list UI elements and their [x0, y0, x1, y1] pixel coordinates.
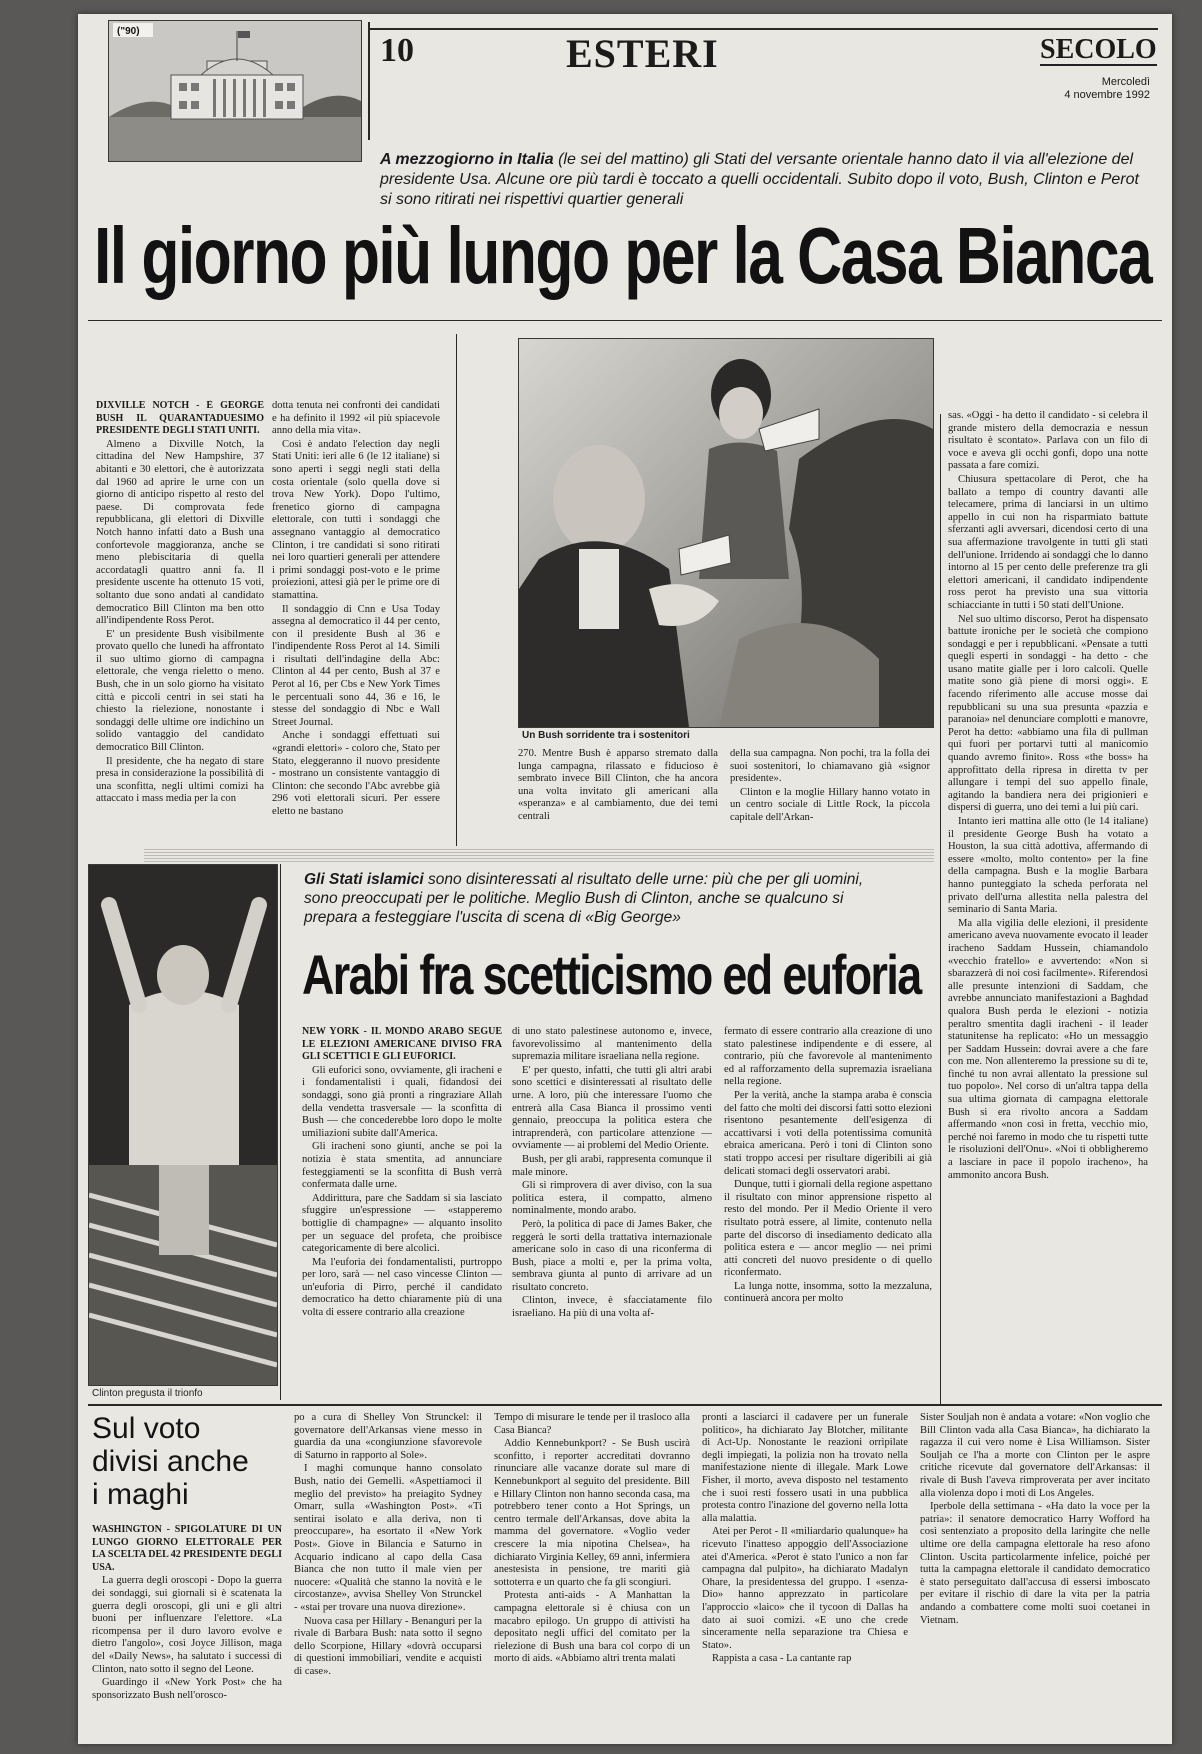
- paragraph: Sister Souljah non è andata a votare: «Non voglio che Bill Clinton vada alla Casa Bianca», ha dichiarato la ragazza il cui vero nome è Lisa Williamson. Sister Souljah ce l'ha a morte con Clinton per le aspre critiche ricevute dal governatore dell'Arkansas: il rivale di Bush l'aveva rimproverata per aver incitato alla violenza dopo i moti di Los Angeles.: [920, 1412, 1150, 1499]
- top-story-deck: [380, 150, 1150, 210]
- paragraph: fermato di essere contrario alla creazione di uno stato palestinese indipendente e di essere, al contrario, più che favorevole al mantenimento ed al rafforzamento della supremazia israeliana nella regione.: [724, 1026, 932, 1088]
- column-divider: [940, 414, 941, 1404]
- paragraph: Ma l'euforia dei fondamentalisti, purtroppo per loro, sarà — nel caso vincesse Clinton — un'euforia di Pirro, perché il candidato democratico ha detto chiaramente più di una volta di essere contrario alla creazione: [302, 1256, 502, 1319]
- white-house-photo: [108, 20, 362, 162]
- paragraph: Intanto ieri mattina alle otto (le 14 italiane) il presidente George Bush ha votato a Houston, la sua città adottiva, affermando di essere «molto, molto contento» per la fine della campagna. Bush e la moglie Barbara hanno punteggiato la scheda perforata nel privato dell'urna allestita nella palestra del seminario di Santa Maria.: [948, 816, 1148, 916]
- paragraph: della sua campagna. Non pochi, tra la folla dei suoi sostenitori, lo chiamavano già «signor presidente».: [730, 748, 930, 785]
- paragraph: Però, la politica di pace di James Baker, che reggerà le sorti della trattativa internazionale americane solo in caso di una riconferma di Bush, piace a molti e, per la prima volta, sembrava giunta al punto di arrivare ad un risultato concreto.: [512, 1218, 712, 1293]
- paragraph: Il sondaggio di Cnn e Usa Today assegna al democratico il 44 per cento, con il presidente Bush al 36 e l'indipendente Ross Perot al 14. Simili i risultati dell'indagine della Abc: Clinton al 44 per cento, Bush al 37 e Perot al 16, per Cbs e New York Times le percentuali sono 44, 36 e 16, le stesse del sondaggio di Nbc e Wall Street Journal.: [272, 603, 440, 728]
- arab-story-headline: Arabi fra scetticismo ed euforia: [302, 943, 921, 1006]
- newspaper-page: [78, 14, 1172, 1744]
- paragraph: Anche i sondaggi effettuati sui «grandi elettori» - coloro che, Stato per Stato, eleggeranno il nuovo presidente - mostrano un consistente vantaggio di Clinton: che secondo l'Abc avrebbe già 296 voti elettorali sicuri. Per essere eletto ne bastano: [272, 730, 440, 817]
- paragraph: dotta tenuta nei confronti dei candidati e ha definito il 1992 «il più spiacevole anno della mia vita».: [272, 400, 440, 437]
- section-separator-band: [144, 848, 934, 862]
- paragraph: Clinton e la moglie Hillary hanno votato in un centro sociale di Little Rock, la piccola capitale dell'Arkan-: [730, 786, 930, 823]
- magi-story-column-1: [92, 1524, 282, 1734]
- headline-line: i maghi: [92, 1478, 189, 1511]
- arab-story-column-3: [724, 1026, 932, 1396]
- masthead-top-rule: [368, 28, 1158, 30]
- magi-story-column-4: [702, 1412, 908, 1734]
- column-divider: [456, 334, 457, 846]
- top-story-headline: Il giorno più lungo per la Casa Bianca: [94, 211, 1152, 300]
- paragraph: Dunque, tutti i giornali della regione aspettano il risultato con minor apprensione rispetto al resto del mondo. Per il Medio Oriente il vero risultato potrà essere, al limite, contenuto nella parte del discorso di insediamento dedicato alla politica estera e — ancor meglio — nei primi atti concreti del nuovo presidente o di quello riconfermato.: [724, 1179, 932, 1279]
- paragraph: Gli euforici sono, ovviamente, gli iracheni e i fondamentalisti i quali, fidandosi dei sondaggi, sono già pronti a ringraziare Allah della vendetta trasversale — la sconfitta di Bush — che concederebbe loro dopo le molte umiliazioni subite dall'America.: [302, 1064, 502, 1139]
- paragraph: Rappista a casa - La cantante rap: [712, 1653, 852, 1665]
- deck-rest: (le sei del mattino) gli Stati del versante orientale hanno dato il via all'elezione del presidente Usa. Alcune ore più tardi è toccato a quelli occidentali. Subito dopo il voto, Bush, Clinton e Perot si sono ritirati nei rispettivi quartier generali: [380, 151, 1139, 208]
- top-story-dateline: DIXVILLE NOTCH - È GEORGE BUSH IL QUARANTADUESIMO PRESIDENTE DEGLI STATI UNITI.: [96, 400, 264, 437]
- deck-rest: sono disinteressati al risultato delle urne: più che per gli uomini, sono preoccupati per le politiche. Meglio Bush di Clinton, anche se qualcuno si prepara a festeggiare l'uscita di scena di «Big George»: [304, 871, 864, 926]
- top-story-column-3: [518, 748, 718, 846]
- paragraph: Iperbole della settimana - «Ha dato la voce per la patria»: il senatore democratico Harry Wofford ha così sentenziato a proposito della laringite che nelle ultime ore della campagna elettorale ha reso afono Clinton. Uscita particolarmente infelice, poiché per tutta la campagna elettorale il candidato democratico è stato perseguitato dall'accusa di essersi imboscato per evitare il rischio di dare la vita per la patria andando a combattere come molti suoi coetanei in Vietnam.: [920, 1501, 1150, 1626]
- arab-story-deck: [304, 870, 864, 927]
- paragraph: Atei per Perot - Il «miliardario qualunque» ha ricevuto l'inatteso appoggio dell'Associazione atei d'America. «Perot è stato l'unico a non far campagna dal pulpito», ha dichiarato Madalyn Ohare, la presidentessa del gruppo. I «senza-Dio» hanno apprezzato in particolare l'approccio «laico» che il tycoon di Dallas ha dato ai suoi comizi. «E uno che crede sinceramente nella separazione tra Chiesa e Stato».: [702, 1526, 908, 1651]
- arab-story-dateline: NEW YORK - IL MONDO ARABO SEGUE LE ELEZIONI AMERICANE DIVISO FRA GLI SCETTICI E GLI EUFORICI.: [302, 1026, 502, 1063]
- deck-lead: A mezzogiorno in Italia: [380, 151, 554, 168]
- paragraph: E' per questo, infatti, che tutti gli altri arabi sono scettici e disinteressati al risultato delle urne. A loro, più che interessare l'uomo che entrerà alla Casa Bianca il prossimo venti gennaio, preoccupa la politica estera che intraprenderà, con particolare attenzione — ovviamente — ai problemi del Medio Oriente.: [512, 1064, 712, 1152]
- paragraph: Chiusura spettacolare di Perot, che ha ballato a tempo di country davanti alle telecamere, prima di lanciarsi in un ultimo appello in cui non ha risparmiato battute sferzanti agli avversari, dicendosi certo di una sua affermazione travolgente in tutti gli stati dell'unione. Irridendo ai sondaggi che lo danno intorno al 15 per cento delle preferenze tra gli elettori americani, il candidato indipendente ross perot ha previsto una sua vittoria schiacciante in tutti i 50 stati dell'Unione.: [948, 473, 1148, 611]
- paragraph: Clinton, invece, è sfacciatamente filo israeliano. Ha più di una volta af-: [512, 1295, 712, 1320]
- paragraph: La guerra degli oroscopi - Dopo la guerra dei sondaggi, sui giornali si è scatenata la guerra degli oroscopi, gli uni e gli altri buoni per influenzare l'elettore. «La ricompensa per il duro lavoro evolve e dietro l'angolo», così Joyce Jillison, maga del «Daily News», ha salutato i successi di Clinton, nato sotto il segno del Leone.: [92, 1575, 282, 1675]
- arab-story-column-1: [302, 1026, 502, 1396]
- paragraph: pronti a lasciarci il cadavere per un funerale politico», ha dichiarato Jay Blotcher, militante di Act-Up. Nonostante le reazioni orripilate degli impiegati, la polizia non ha trovato nella manifestazione niente di illegale. Mark Lowe Fisher, il morto, aveva disposto nel testamento che i suoi resti fossero usati in una pubblica protesta contro l'inazione del governo nella lotta alla malattia.: [702, 1412, 908, 1524]
- headline-line: Sul voto: [92, 1412, 201, 1445]
- section-title: ESTERI: [566, 31, 719, 76]
- masthead-weekday: Mercoledì: [1101, 76, 1150, 88]
- masthead-divider: [368, 22, 370, 140]
- top-story-column-1: [96, 400, 264, 850]
- paragraph: Guardingo il «New York Post» che ha sponsorizzato Bush nell'orosco-: [92, 1677, 282, 1701]
- page-number: 10: [380, 32, 414, 69]
- paragraph: Tempo di misurare le tende per il trasloco alla Casa Bianca?: [494, 1412, 690, 1436]
- clinton-celebrating-photo: [88, 864, 278, 1386]
- magi-story-headline: [92, 1412, 282, 1511]
- paragraph: di uno stato palestinese autonomo e, invece, favorevolissimo al mantenimento della supremazia militare israeliana nella regione.: [512, 1026, 712, 1063]
- paragraph: Per la verità, anche la stampa araba è conscia del fatto che molti dei discorsi fatti sotto elezioni risentono pesantemente dell'esigenza di accattivarsi i voti della potentissima comunità ebraica americana. Però i toni di Clinton sono stati troppo accesi per risultare digeribili ai già delicati stomaci degli osservatori arabi.: [724, 1089, 932, 1177]
- magi-story-column-2: [294, 1412, 482, 1734]
- deck-lead: Gli Stati islamici: [304, 871, 424, 888]
- paragraph: Nuova casa per Hillary - Benanguri per la rivale di Barbara Bush: nata sotto il segno dello Scorpione, Hillary «dovrà occuparsi di questioni immobiliari, vendite e acquisti di case».: [294, 1615, 482, 1677]
- svg-text:("90): ("90): [117, 26, 140, 37]
- paragraph: 270. Mentre Bush è apparso stremato dalla lunga campagna, rilassato e fiducioso è sembrato invece Bill Clinton, che ha ancora una volta invitato gli americani alla «speranza» e al cambiamento, due dei temi centrali: [518, 748, 718, 822]
- magi-story-column-5: [920, 1412, 1150, 1734]
- paragraph: Ma alla vigilia delle elezioni, il presidente americano aveva nuovamente evocato il leader iracheno Saddam Hussein, chiamandolo «vecchio fratello» e avvertendo: «Non si sbarazzerà di noi così facilmente». Riferendosi alle presunte intenzioni di Saddam, che avrebbe annunciato manifestazioni a Baghdad qualora Bush perda le elezioni - notizia peraltro smentita dagli iracheni - il leader statunitense ha replicato: «Ho un messaggio per Saddam Hussein: dovrai avere a che fare con me. Non allenteremo la pressione su di te, finché tu non avrai allentato la pressione sul tuo popolo». Nel corso di un'altra tappa della sua ultima giornata di campagna elettorale Bush si era rivolto ancora a Saddam affermando «non così in fretta, vecchio mio, perché noi faremo in modo che tu rispetti tutte le risoluzioni dell'Onu». «Noi ti obbligheremo a lasciare in pace il popolo iracheno», ha ammonito ancora Bush.: [948, 917, 1148, 1181]
- paragraph: Gli si rimprovera di aver diviso, con la sua politica estera, il compatto, almeno nominalmente, mondo arabo.: [512, 1180, 712, 1217]
- paragraph: Almeno a Dixville Notch, la cittadina del New Hampshire, 37 abitanti e 30 elettori, che è autorizzata dal 1960 ad aprire le urne con un giorno di anticipo rispetto al resto del paese. Di comprovata fede repubblicana, gli elettori di Dixville Notch hanno infatti dato a Bush una confortevole maggioranza, anche se meno plebiscitaria di quella accordatagli quattro anni fa. Il presidente uscente ha ottenuto 15 voti, soltanto due sono andati al candidato democratico Bill Clinton ma ben otto all'indipendente Ross Perot.: [96, 438, 264, 627]
- masthead-date: 4 novembre 1992: [1064, 89, 1150, 101]
- magi-story-column-3: [494, 1412, 690, 1734]
- paper-name: SECOLO: [1040, 34, 1157, 65]
- bush-supporters-photo: [518, 338, 934, 728]
- top-story-rule: [88, 320, 1162, 321]
- paragraph: Così è andato l'election day negli Stati Uniti: ieri alle 6 (le 12 italiane) si sono aperti i seggi negli stati della costa orientale (solo quella dove si trova New York). Dopo l'ultimo, frenetico giorno di campagna elettorale, con tutti i sondaggi che assegnano vantaggio al democratico Clinton, i tre candidati si sono ritirati nei loro quartieri generali per attendere i primi sondaggi post-voto e le prime proiezioni, attesi già per le prime ore di stamattina.: [272, 438, 440, 601]
- magi-story-dateline: WASHINGTON - SPIGOLATURE DI UN LUNGO GIORNO ELETTORALE PER LA SCELTA DEL 42 PRESIDENTE DEGLI USA.: [92, 1524, 282, 1573]
- paragraph: I maghi comunque hanno consolato Bush, natio dei Gemelli. «Aspettiamoci il meglio del previsto» ha preiagito Sydney Omarr, sulla «Washington Post». «Ti sentirai isolato e alla deriva, non ti preoccupare», ha esortato il «New York Post». Giove in Bilancia e Saturno in Acquario indicano al capo della Casa Bianca che non tutto il male vien per nuocere: «Qualità che stanno la novità e le circostanze», avvisa Shelley Von Strunckel - «stai per trovare una nuova direzione».: [294, 1463, 482, 1613]
- paragraph: po a cura di Shelley Von Strunckel: il governatore dell'Arkansas viene messo in guardia da una «congiunzione sfavorevole di Saturno in rapporto al Sole».: [294, 1412, 482, 1461]
- paragraph: sas. «Oggi - ha detto il candidato - si celebra il grande mistero della democrazia e nessun risultato è scontato». Parlava con un filo di voce e aveva gli occhi gonfi, dopo una notte passata a fare comizi.: [948, 410, 1148, 472]
- top-story-column-4: [730, 748, 930, 846]
- column-divider: [280, 864, 281, 1400]
- paragraph: Bush, per gli arabi, rappresenta comunque il male minore.: [512, 1153, 712, 1178]
- paragraph: Addirittura, pare che Saddam si sia lasciato sfuggire un'espressione — «stapperemo bottiglie di champagne» — alquanto insolito per un seguace del profeta, che proibisce categoricamente di bere alcolici.: [302, 1192, 502, 1255]
- paragraph: E' un presidente Bush visibilmente provato quello che lunedì ha affrontato il suo ultimo giorno di campagna elettorale, che venga rieletto o meno. Bush, che in un solo giorno ha visitato città e piccoli centri in sei stati ha chiesto la rielezione, nonostante i sondaggi delle ultime ore indichino un solido vantaggio del candidato democratico Bill Clinton.: [96, 628, 264, 754]
- paragraph: Nel suo ultimo discorso, Perot ha dispensato battute ironiche per le società che compiono sondaggi e per i repubblicani. «Pensate a tutti quegli esperti in sondaggi - ha detto - che usano matite gialle per i loro calcoli. Quelle matite sono già piene di morsi oggi». E facendo riferimento alle accuse mosse dai repubblicani su una sua presunta «pazzia e paranoia» nel denunciare complotti e manovre, Perot ha detto: «abbiamo una fila di pullman qui fuori per portarvi tutti al manicomio quando avremo finito». Ross «the boss» ha approfittato della ripresa in diretta tv per allungare i tempi del suo appello finale, agitando la bandiera nera dei prigionieri e dispersi di guerra, uno dei temi a lui più cari.: [948, 613, 1148, 814]
- paragraph: La lunga notte, insomma, sotto la mezzaluna, continuerà ancora per molto: [724, 1280, 932, 1305]
- top-story-column-5: [948, 410, 1148, 1400]
- paragraph: Addio Kennebunkport? - Se Bush uscirà sconfitto, i reporter accreditati dovranno rinunciare alle vacanze dorate sul mare di Kennebunkport al seguito del presidente. Bill e Hillary Clinton non hanno seconda casa, ma potrebbero tener conto a Hot Springs, un centro termale dell'Arkansas, dove abita la mamma del governatore. «Voglio veder crescere la mia nipotina Chelsea», ha dichiarato Virginia Kelley, 69 anni, infermiera anestesista in pensione, tre mariti già sottoterra e un quarto che fa gli scongiuri.: [494, 1438, 690, 1588]
- paragraph: Gli iracheni sono giunti, anche se poi la notizia è stata smentita, ad annunciare festeggiamenti se la sconfitta di Bush verrà confermata dalle urne.: [302, 1141, 502, 1191]
- paragraph: Il presidente, che ha negato di stare presa in considerazione la possibilità di una sconfitta, negli ultimi comizi ha attaccato i mass media per la con: [96, 755, 264, 805]
- arab-story-column-2: [512, 1026, 712, 1396]
- bush-photo-caption: Un Bush sorridente tra i sostenitori: [522, 730, 690, 741]
- headline-line: divisi anche: [92, 1445, 249, 1478]
- clinton-photo-caption: Clinton pregusta il trionfo: [92, 1388, 203, 1399]
- paragraph: Protesta anti-aids - A Manhattan la campagna elettorale si è chiusa con un macabro epilogo. Un gruppo di attivisti ha depositato negli uffici del comitato per la rielezione di Bush una bara col corpo di un morto di aids. «Abbiamo altri trenta malati: [494, 1590, 690, 1665]
- bottom-section-rule: [88, 1404, 1162, 1406]
- top-story-column-2: [272, 400, 440, 850]
